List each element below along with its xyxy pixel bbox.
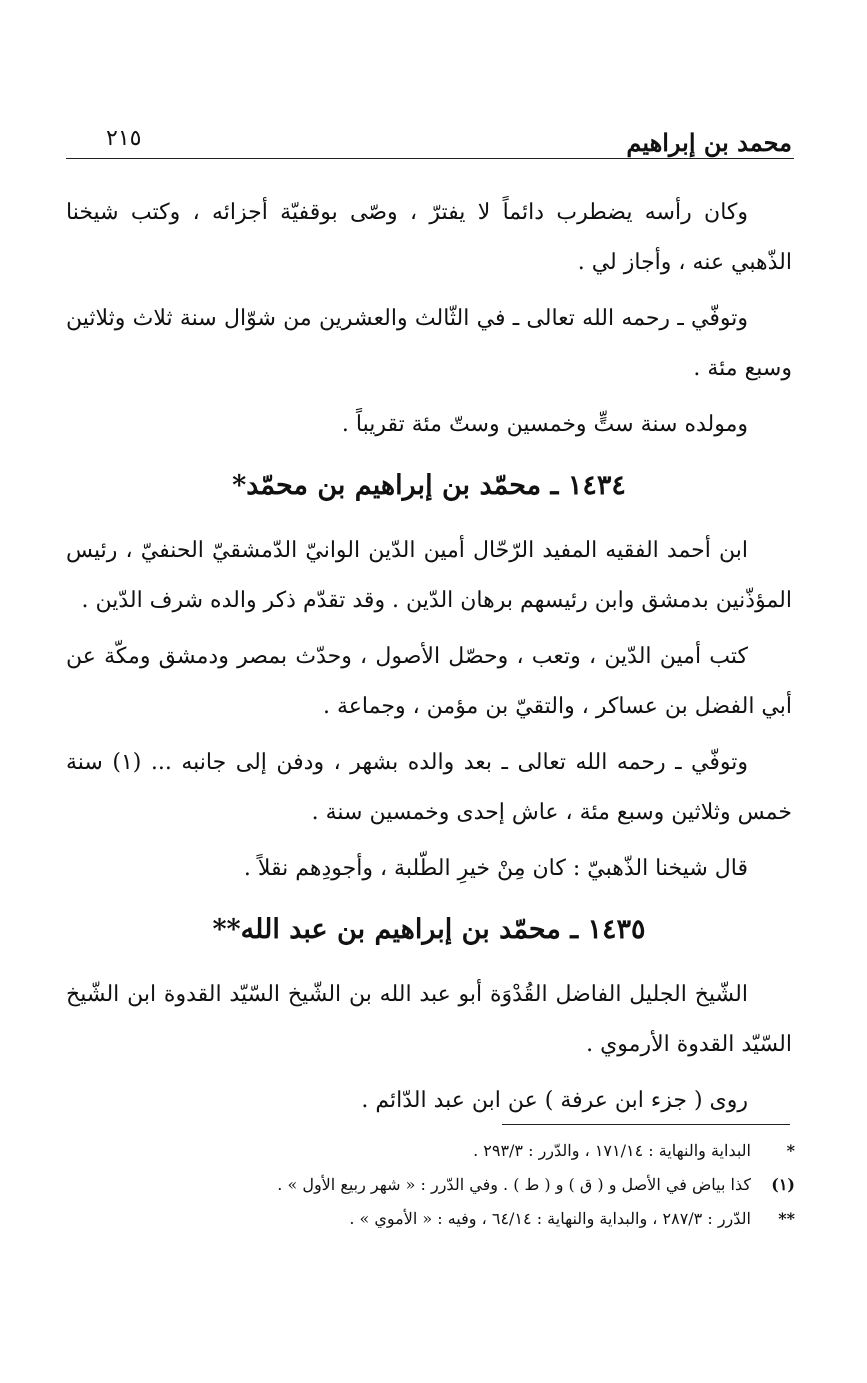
paragraph: وتوفّي ـ رحمه الله تعالى ـ في الثّالث والعشرين من شوّال سنة ثلاث وثلاثين وسبع مئة .	[66, 306, 792, 381]
header-divider	[66, 158, 794, 159]
footnote	[180, 1168, 795, 1202]
running-title: محمد بن إبراهيم	[626, 128, 792, 157]
running-header	[66, 118, 792, 156]
footnote	[180, 1202, 795, 1236]
footnote-text: الدّرر : ٢٨٧/٣ ، والبداية والنهاية : ٦٤/١٤ ، وفيه : « الأموي » .	[349, 1209, 751, 1228]
footnote-divider	[502, 1124, 790, 1125]
footnote-text: البداية والنهاية : ١٧١/١٤ ، والدّرر : ٢٩٣/٣ .	[473, 1141, 751, 1160]
entry-heading-1435: ١٤٣٥ ـ محمّد بن إبراهيم بن عبد الله**	[212, 914, 646, 945]
paragraph: كتب أمين الدّين ، وتعب ، وحصّل الأصول ، وحدّث بمصر ودمشق ومكّة عن أبي الفضل بن عساكر ، والتقيّ بن مؤمن ، وجماعة .	[66, 644, 792, 719]
paragraph: وكان رأسه يضطرب دائماً لا يفترّ ، وصّى بوقفيّة أجزائه ، وكتب شيخنا الذّهبي عنه ، وأجاز لي .	[66, 200, 792, 275]
paragraph: قال شيخنا الذّهبيّ : كان مِنْ خيرِ الطّلبة ، وأجودِهم نقلاً .	[243, 856, 748, 881]
footnote-marker: (١)	[771, 1175, 795, 1194]
footnote	[180, 1134, 795, 1168]
paragraph: ومولده سنة ستٍّ وخمسين وستّ مئة تقريباً .	[341, 412, 748, 437]
main-text	[66, 188, 792, 1132]
paragraph: ابن أحمد الفقيه المفيد الرّحّال أمين الدّين الوانيّ الدّمشقيّ الحنفيّ ، رئيس المؤذّنين بدمشق وابن رئيسهم برهان الدّين . وقد تقدّم ذكر والده شرف الدّين .	[66, 538, 792, 613]
footnote-text: كذا بياض في الأصل و ( ق ) و ( ط ) . وفي الدّرر : « شهر ربيع الأول » .	[277, 1175, 751, 1194]
footnote-marker: **	[778, 1209, 795, 1228]
footnote-marker: *	[786, 1141, 795, 1160]
page-number: ٢١٥	[106, 126, 142, 151]
paragraph: الشّيخ الجليل الفاضل القُدْوَة أبو عبد الله بن الشّيخ السّيّد القدوة ابن الشّيخ السّيّد القدوة الأرموي .	[66, 982, 792, 1057]
footnotes	[180, 1134, 795, 1236]
entry-heading-1434: ١٤٣٤ ـ محمّد بن إبراهيم بن محمّد*	[232, 470, 626, 501]
paragraph: وتوفّي ـ رحمه الله تعالى ـ بعد والده بشهر ، ودفن إلى جانبه ... (١) سنة خمس وثلاثين وسبع مئة ، عاش إحدى وخمسين سنة .	[66, 750, 792, 825]
paragraph: روى ( جزء ابن عرفة ) عن ابن عبد الدّائم .	[361, 1088, 748, 1113]
